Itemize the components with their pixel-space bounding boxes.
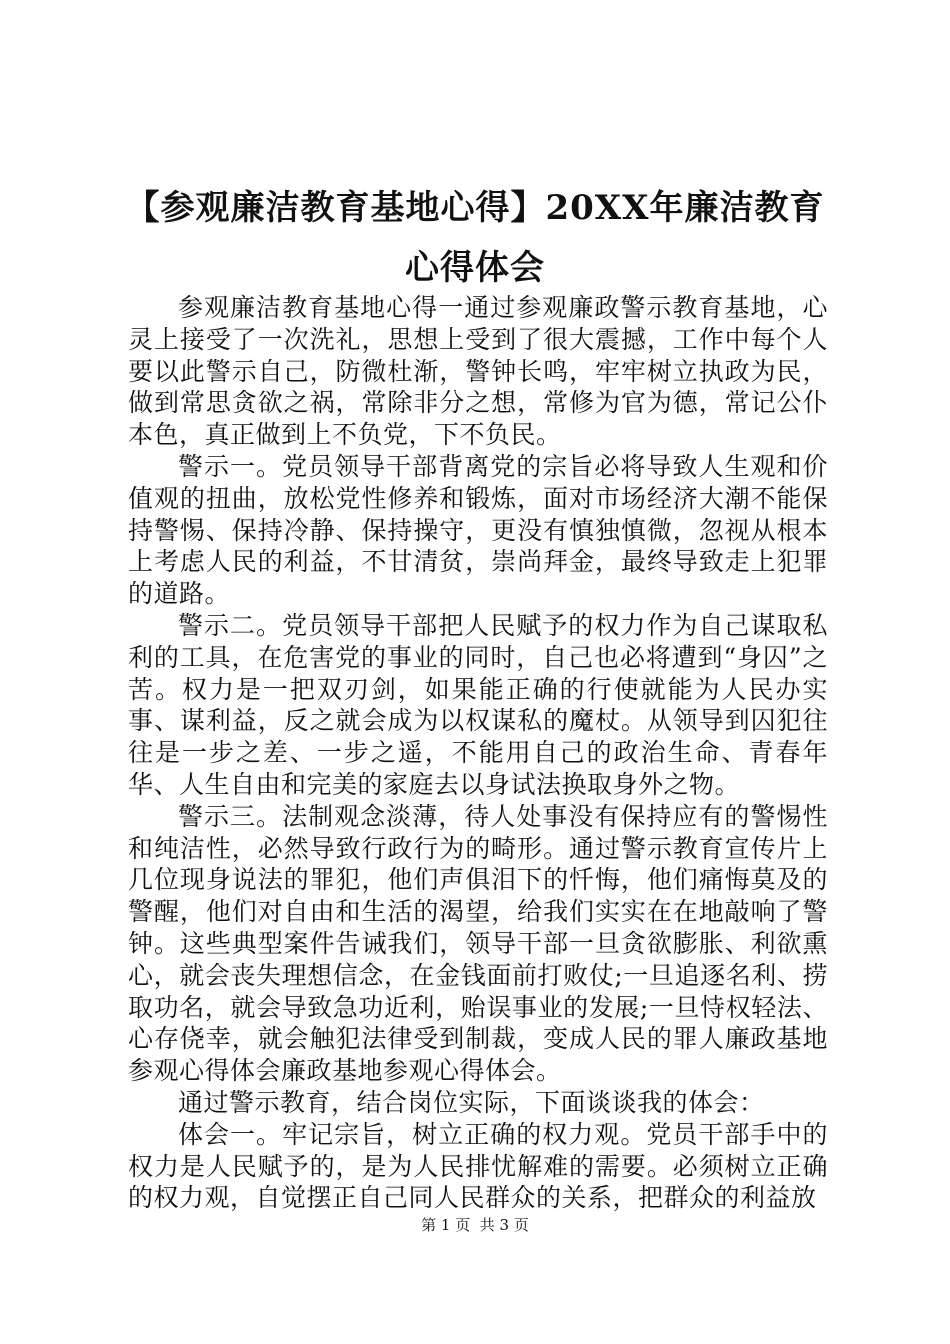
document-body [128, 292, 828, 1214]
paragraph-warning-1: 警示一。党员领导干部背离党的宗旨必将导致人生观和价值观的扭曲，放松党性修养和锻炼，面对市场经济大潮不能保持警惕、保持冷静、保持操守，更没有慎独慎微，忽视从根本上考虑人民的利益，不甘清贫，崇尚拜金，最终导致走上犯罪的道路。 [128, 451, 828, 609]
page-footer [0, 1215, 950, 1235]
document-title-line-2: 心得体会 [405, 248, 545, 288]
paragraph-warning-2: 警示二。党员领导干部把人民赋予的权力作为自己谋取私利的工具，在危害党的事业的同时，自己也必将遭到“身囚”之苦。权力是一把双刃剑，如果能正确的行使就能为人民办实事、谋利益，反之就会成为以权谋私的魔杖。从领导到囚犯往往是一步之差、一步之遥，不能用自己的政治生命、青春年华、人生自由和完美的家庭去以身试法换取身外之物。 [128, 610, 828, 799]
paragraph-insight-1: 体会一。牢记宗旨，树立正确的权力观。党员干部手中的权力是人民赋予的，是为人民排忧解难的需要。必须树立正确的权力观，自觉摆正自己同人民群众的关系，把群众的利益放 [128, 1119, 828, 1213]
paragraph-intro: 参观廉洁教育基地心得一通过参观廉政警示教育基地，心灵上接受了一次洗礼，思想上受到了很大震撼，工作中每个人要以此警示自己，防微杜渐，警钟长鸣，牢牢树立执政为民，做到常思贪欲之祸，常除非分之想，常修为官为德，常记公仆本色，真正做到上不负党，下不负民。 [128, 293, 828, 450]
document-title-line-1: 【参观廉洁教育基地心得】20XX年廉洁教育 [125, 188, 825, 228]
paragraph-warning-3: 警示三。法制观念淡薄，待人处事没有保持应有的警惕性和纯洁性，必然导致行政行为的畸形。通过警示教育宣传片上几位现身说法的罪犯，他们声俱泪下的忏悔，他们痛悔莫及的警醒，他们对自由和生活的渴望，给我们实实在在地敲响了警钟。这些典型案件告诫我们，领导干部一旦贪欲膨胀、利欲熏心，就会丧失理想信念，在金钱面前打败仗;一旦追逐名利、捞取功名，就会导致急功近利，贻误事业的发展;一旦恃权轻法、心存侥幸，就会触犯法律受到制裁，变成人民的罪人廉政基地参观心得体会廉政基地参观心得体会。 [128, 801, 828, 1086]
paragraph-transition: 通过警示教育，结合岗位实际，下面谈谈我的体会： [178, 1087, 765, 1117]
page-number: 第 1 页 共 3 页 [421, 1216, 529, 1234]
